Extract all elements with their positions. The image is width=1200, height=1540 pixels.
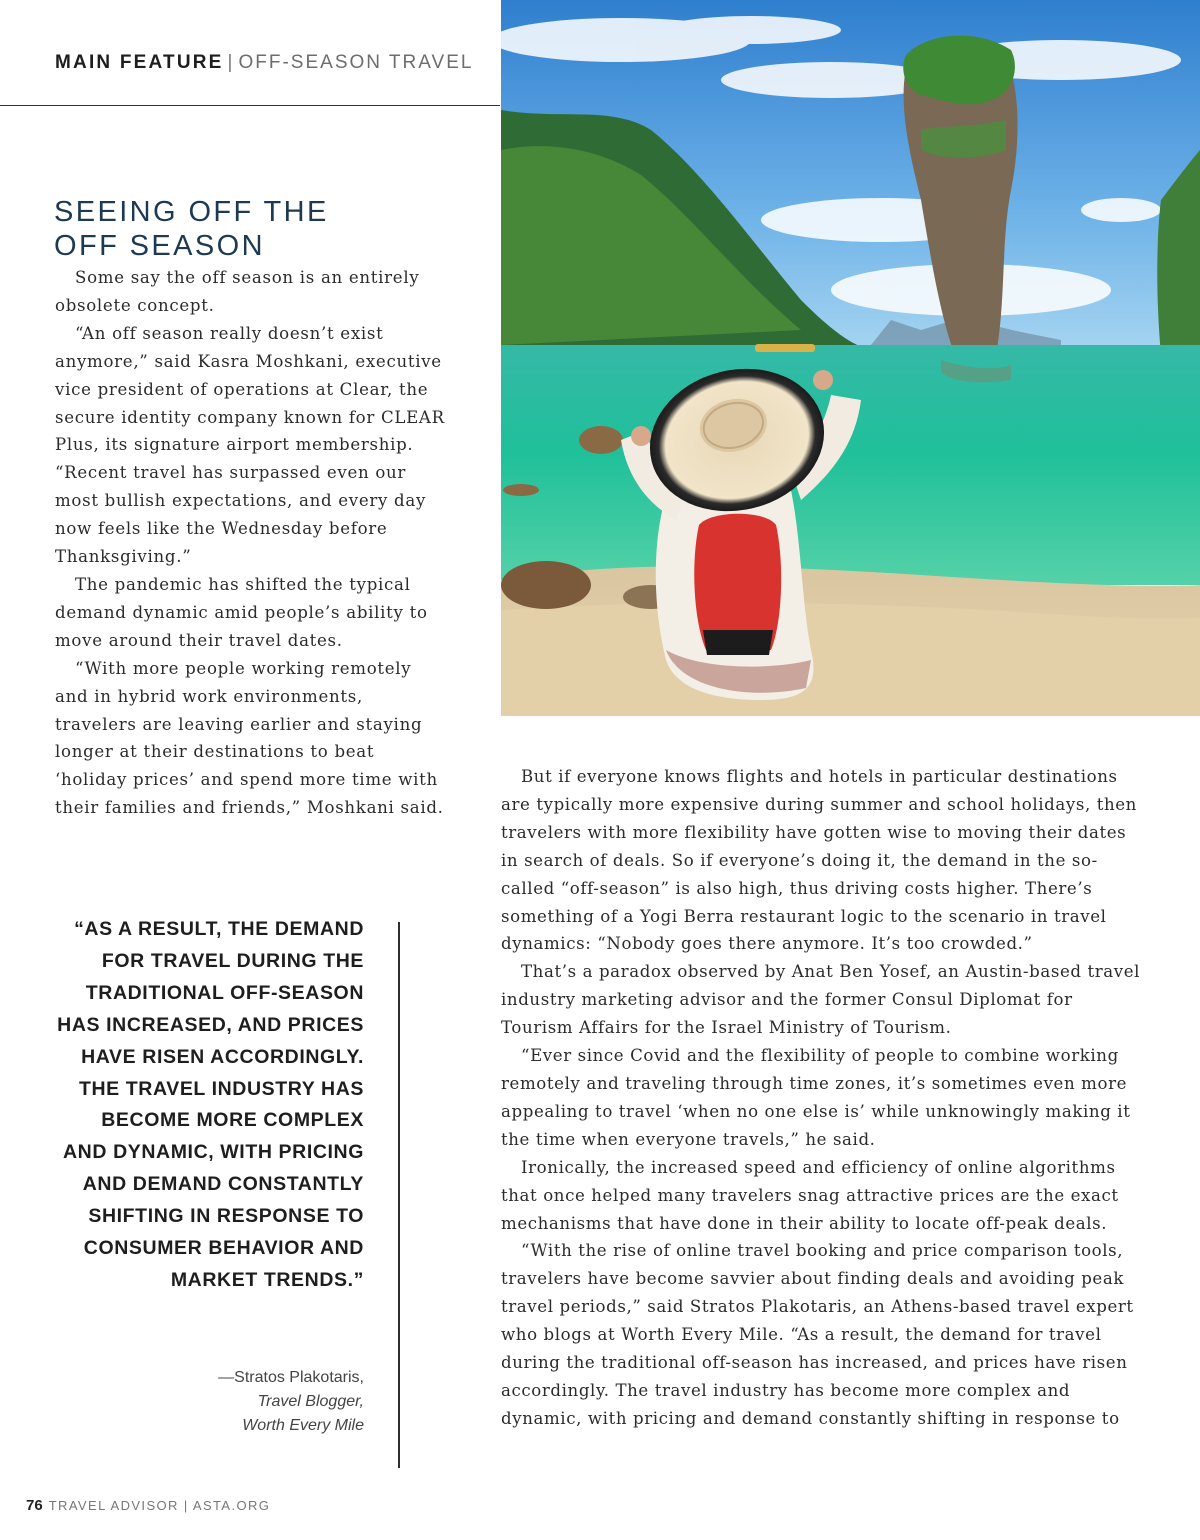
attribution-title: Travel Blogger, <box>257 1393 364 1410</box>
title-line-1: SEEING OFF THE <box>54 196 329 229</box>
subsection-label: OFF-SEASON TRAVEL <box>238 52 474 73</box>
right-column <box>501 763 1141 1433</box>
body-paragraph: “An off season really doesn’t exist anymore,” said Kasra Moshkani, executive vice president of operations at Clear, the secure identity company known for CLEAR Plus, its signature airport membership. “Recent travel has surpassed even our most bullish expectations, and every day now feels like the Wednesday before Thanksgiving.” <box>55 323 445 567</box>
body-paragraph: “Ever since Covid and the flexibility of people to combine working remotely and traveling through time zones, it’s sometimes even more appealing to travel ‘when no one else is’ while unknowingly making it the time when everyone travels,” he said. <box>501 1046 1131 1149</box>
page-footer <box>26 1497 270 1514</box>
hero-photo <box>501 0 1200 716</box>
body-paragraph: But if everyone knows flights and hotels in particular destinations are typically more expensive during summer and school holidays, then travelers with more flexibility have gotten wise to moving their dates in search of deals. So if everyone’s doing it, the demand in the so-called “off-season” is also high, thus driving costs higher. There’s something of a Yogi Berra restaurant logic to the scenario in travel dynamics: “Nobody goes there anymore. It’s too crowded.” <box>501 767 1137 954</box>
section-label: MAIN FEATURE <box>55 52 224 73</box>
pull-quote-attribution <box>140 1366 364 1438</box>
pull-quote-rule <box>398 922 400 1468</box>
pull-quote: “AS A RESULT, THE DEMAND FOR TRAVEL DURING THE TRADITIONAL OFF-SEASON HAS INCREASED, AND PRICES HAVE RISEN ACCORDINGLY. THE TRAVEL INDUSTRY HAS BECOME MORE COMPLEX AND DYNAMIC, WITH PRICING AND DEMAND CONSTANTLY SHIFTING IN RESPONSE TO CONSUMER BEHAVIOR AND MARKET TRENDS.” <box>57 918 364 1291</box>
body-paragraph: Ironically, the increased speed and efficiency of online algorithms that once helped many travelers snag attractive prices are the exact mechanisms that have done in their ability to locate off-peak deals. <box>501 1157 1119 1233</box>
body-paragraph: “With more people working remotely and in hybrid work environments, travelers are leaving earlier and staying longer at their destinations to beat ‘holiday prices’ and spend more time with their families and friends,” Moshkani said. <box>55 658 444 818</box>
header-separator: | <box>227 52 235 73</box>
body-paragraph: “With the rise of online travel booking and price comparison tools, travelers have become savvier about finding deals and avoiding peak travel periods,” said Stratos Plakotaris, an Athens-based travel expert who blogs at Worth Every Mile. “As a result, the demand for travel during the traditional off-season has increased, and prices have risen accordingly. The travel industry has become more complex and dynamic, with pricing and demand constantly shifting in response to <box>501 1241 1134 1428</box>
title-line-2: OFF SEASON <box>54 230 265 263</box>
page-number: 76 <box>26 1497 43 1514</box>
article-title <box>54 195 474 263</box>
attribution-name: —Stratos Plakotaris, <box>218 1369 364 1386</box>
body-paragraph: The pandemic has shifted the typical demand dynamic amid people’s ability to move around their travel dates. <box>55 574 428 650</box>
publication-name: TRAVEL ADVISOR | ASTA.ORG <box>48 1498 271 1513</box>
attribution-org: Worth Every Mile <box>242 1417 364 1434</box>
left-column <box>55 264 445 822</box>
header-rule <box>0 105 500 106</box>
body-paragraph: Some say the off season is an entirely obsolete concept. <box>55 268 420 315</box>
body-paragraph: That’s a paradox observed by Anat Ben Yosef, an Austin-based travel industry marketing advisor and the former Consul Diplomat for Tourism Affairs for the Israel Ministry of Tourism. <box>501 962 1141 1038</box>
running-header <box>55 52 473 74</box>
beach-photo-illustration <box>501 0 1200 716</box>
